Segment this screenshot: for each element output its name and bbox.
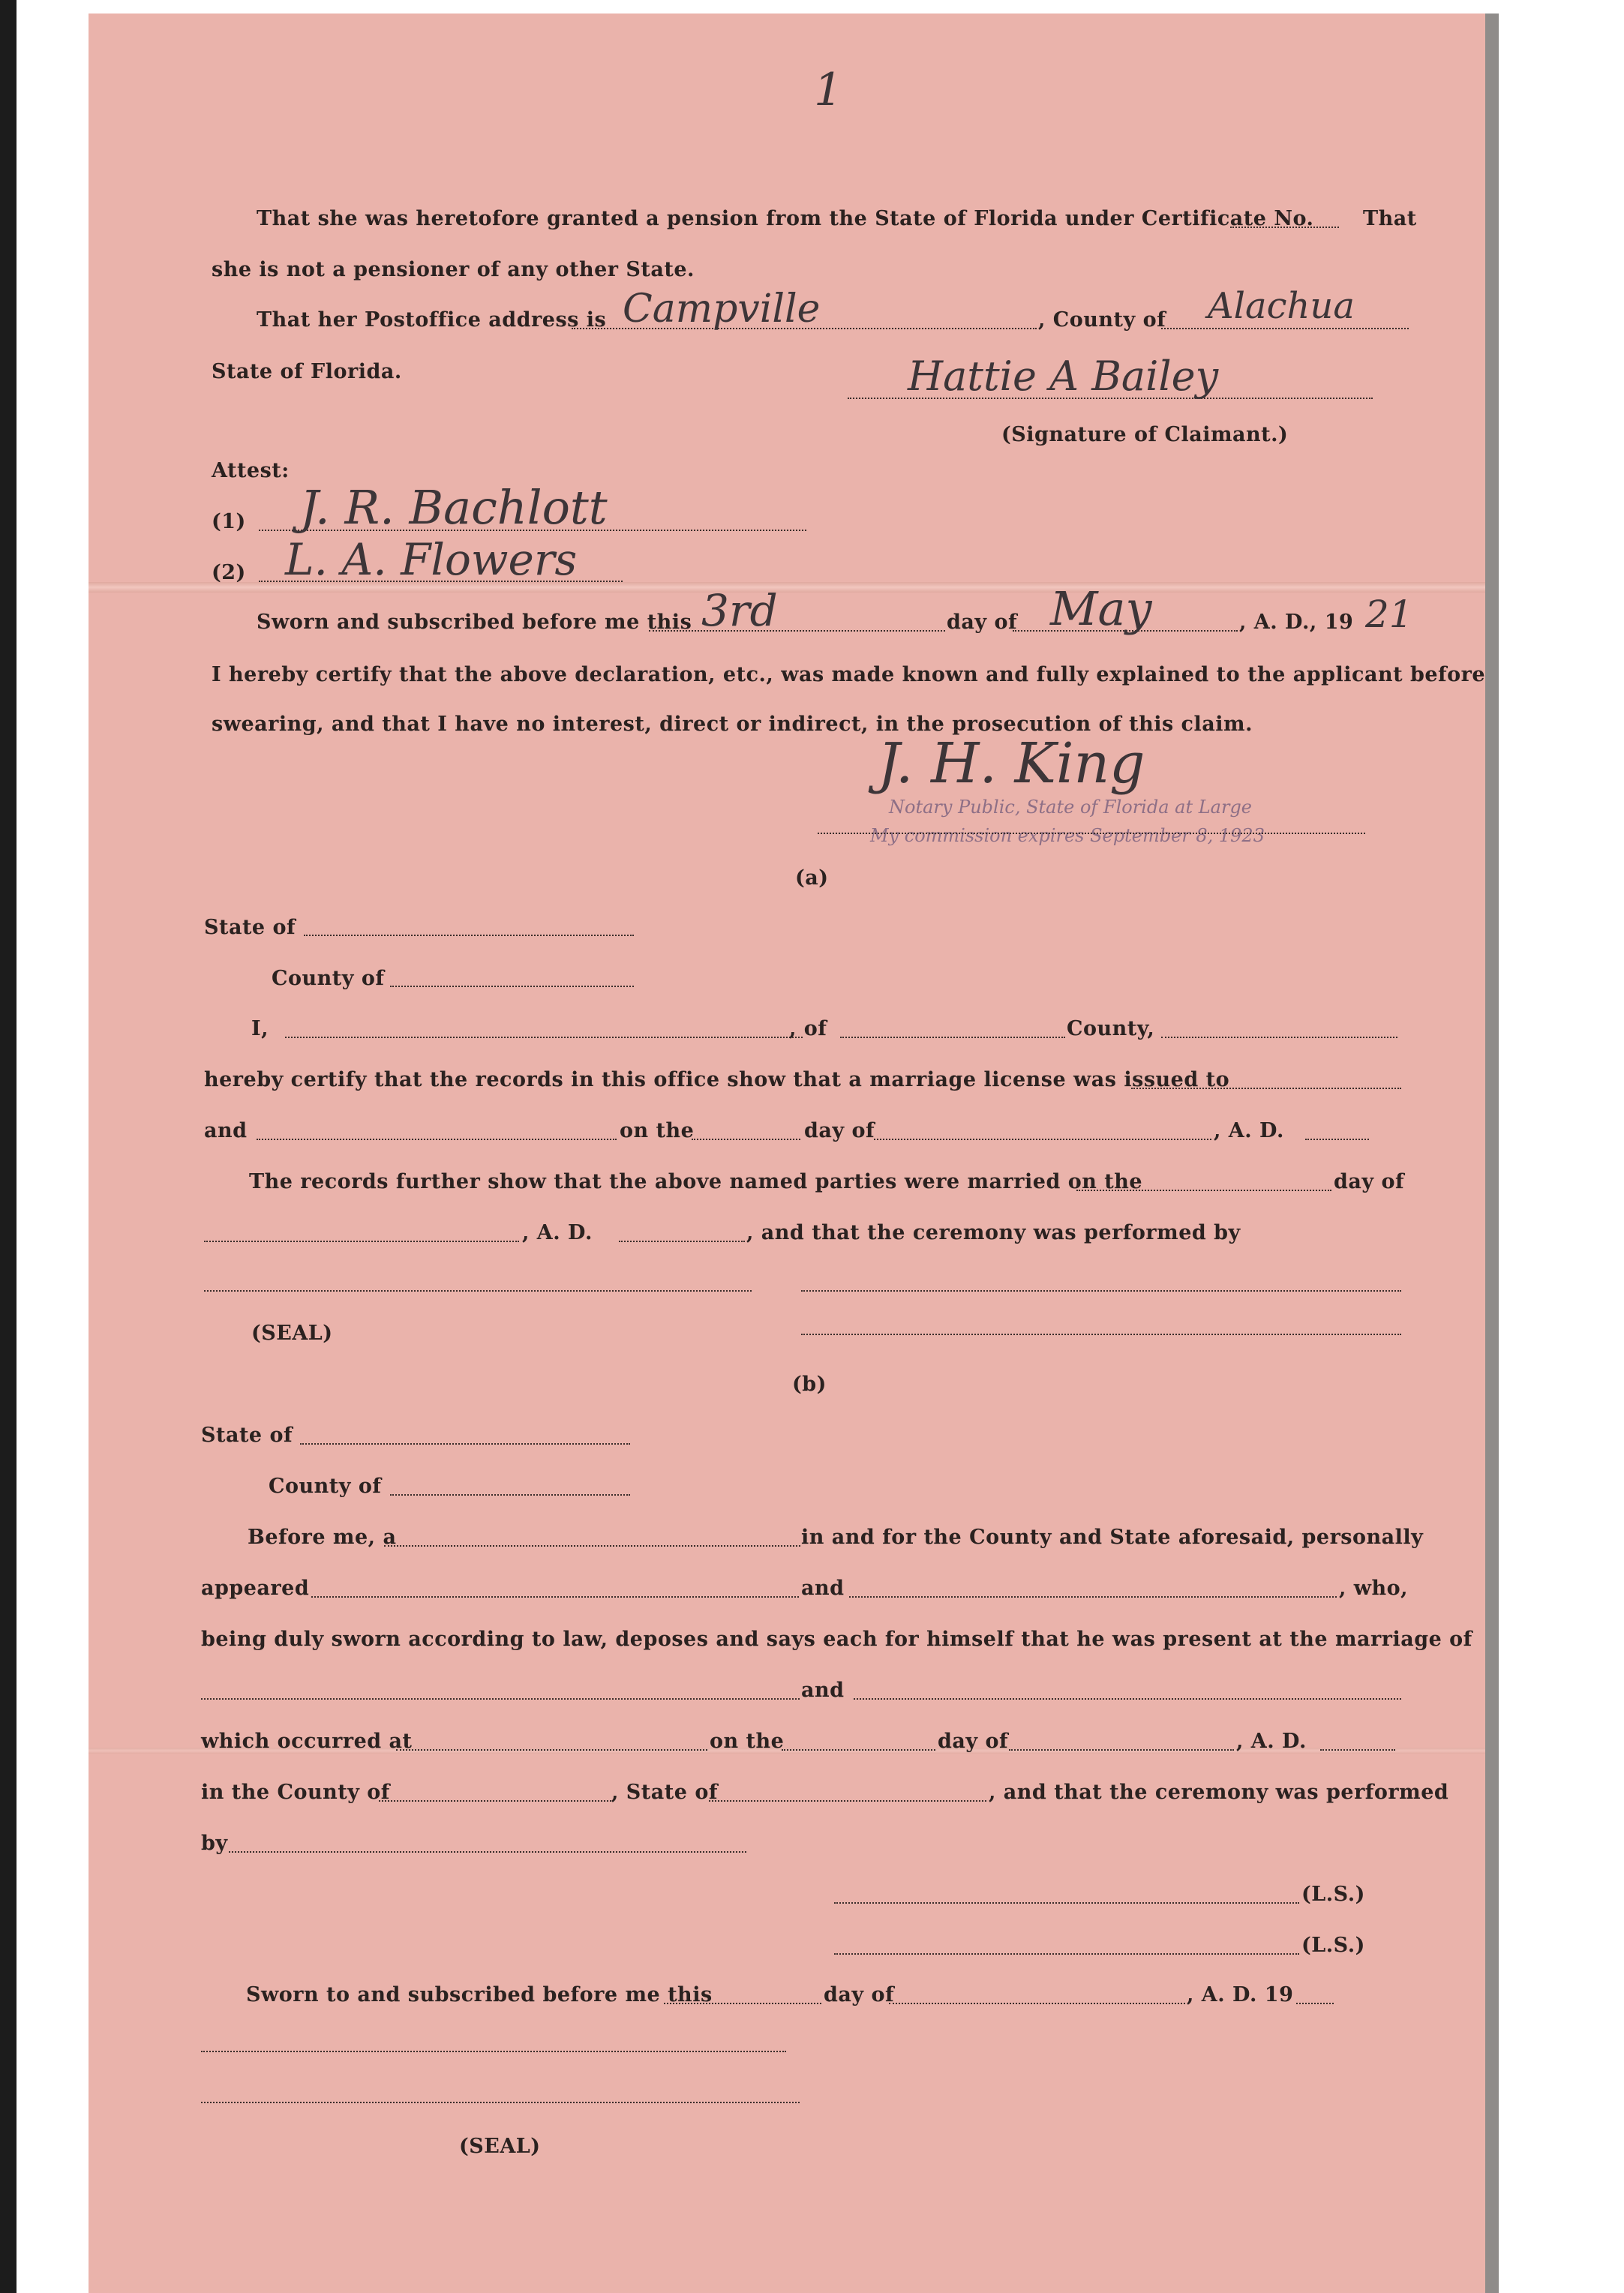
notary-signature: J. H. King <box>878 731 1145 796</box>
a-seal: (SEAL) <box>251 1322 333 1345</box>
county-label: , County of <box>1038 308 1166 332</box>
a-county-end-line <box>1161 1037 1397 1038</box>
a-license-issued-to-line <box>1131 1088 1401 1089</box>
a-day-of: day of <box>804 1119 875 1142</box>
county-handwritten: Alachua <box>1208 285 1355 327</box>
a-on-the: on the <box>620 1119 695 1142</box>
not-pensioner-text: she is not a pensioner of any other State. <box>212 258 695 281</box>
certificate-text: That she was heretofore granted a pension from the State of Florida under Certificate No. <box>257 207 1314 230</box>
sworn-year-handwritten: 21 <box>1365 593 1413 636</box>
a-month-line <box>874 1139 1211 1140</box>
b-state-value-line <box>709 1800 986 1802</box>
b-before-rest: in and for the County and State aforesaid, personally <box>801 1526 1424 1549</box>
b-ad: , A. D. <box>1236 1730 1307 1753</box>
form-paper <box>89 14 1485 2293</box>
a-day-line <box>692 1139 800 1140</box>
sworn-day-of: day of <box>947 611 1018 634</box>
b-county-value-line <box>379 1800 611 1802</box>
a-year-line <box>1305 1139 1369 1140</box>
sworn-day-handwritten: 3rd <box>701 585 778 636</box>
sworn-ad-year: , A. D., 19 <box>1239 611 1354 634</box>
notary-stamp-line-2: My commission expires September 8, 1923 <box>870 825 1265 846</box>
a-of-label: , of <box>789 1017 827 1040</box>
b-year-line <box>1320 1749 1395 1751</box>
a-and-label: and <box>204 1119 248 1142</box>
sworn-month-handwritten: May <box>1050 581 1152 636</box>
b-sworn-month-line <box>889 2003 1185 2004</box>
a-name-line <box>285 1037 803 1038</box>
a-state-of: State of <box>204 916 296 939</box>
b-sworn-day-of: day of <box>824 1983 895 2006</box>
a-ceremony-text: , and that the ceremony was performed by <box>746 1221 1241 1244</box>
section-a-marker: (a) <box>795 866 829 890</box>
certificate-no-line <box>1230 227 1339 228</box>
b-officer-title-line <box>201 2102 800 2103</box>
notary-signature-line <box>818 833 1365 834</box>
b-county-line <box>390 1494 630 1496</box>
b-appeared-line-2 <box>849 1596 1337 1598</box>
a-signature-line <box>801 1334 1401 1335</box>
certificate-text-that: That <box>1363 207 1417 230</box>
b-before-me: Before me, a <box>248 1526 397 1549</box>
b-place-line <box>396 1749 707 1751</box>
paper-edge-shadow <box>1485 14 1499 2293</box>
b-appeared: appeared <box>201 1577 310 1600</box>
b-performed: , and that the ceremony was performed <box>989 1781 1449 1804</box>
address-handwritten: Campville <box>623 287 821 332</box>
a-county-of: County of <box>272 967 385 990</box>
certify-line-2: swearing, and that I have no interest, direct or indirect, in the prosecution of this claim. <box>212 713 1253 736</box>
a-records-day-of: day of <box>1334 1170 1405 1193</box>
witness-2-number: (2) <box>212 561 246 584</box>
a-county-comma: County, <box>1067 1017 1155 1040</box>
b-sworn-day-line <box>664 2003 821 2004</box>
a-certify-line: hereby certify that the records in this office show that a marriage license was issued to <box>204 1068 1230 1091</box>
a-ad2: , A. D. <box>522 1221 593 1244</box>
a-of-line <box>840 1037 1065 1038</box>
sworn-day-line <box>649 630 945 632</box>
a-month2-line <box>204 1241 519 1242</box>
sworn-text: Sworn and subscribed before me this <box>257 611 692 634</box>
notary-stamp-line-1: Notary Public, State of Florida at Large <box>889 797 1253 818</box>
b-day-of: day of <box>938 1730 1009 1753</box>
b-state-of: State of <box>201 1424 293 1447</box>
b-officer-line <box>384 1545 800 1547</box>
b-and-label: and <box>801 1577 845 1600</box>
a-officiant-line-2 <box>801 1290 1401 1292</box>
b-day-line <box>782 1749 935 1751</box>
state-of-florida-text: State of Florida. <box>212 360 402 383</box>
attest-label: Attest: <box>212 459 290 482</box>
a-married-day-line <box>1076 1190 1331 1191</box>
b-by: by <box>201 1832 228 1855</box>
b-duly-sworn: being duly sworn according to law, deposes and says each for himself that he was present at the marriage of <box>201 1628 1472 1651</box>
county-line <box>1161 328 1409 329</box>
b-and2: and <box>801 1679 845 1702</box>
address-label: That her Postoffice address is <box>257 308 607 332</box>
b-state-line <box>300 1443 630 1445</box>
a-state-line <box>304 935 634 936</box>
b-ls-line-1 <box>834 1902 1299 1904</box>
b-county-of: County of <box>269 1475 382 1498</box>
b-sworn-ad: , A. D. 19 <box>1187 1983 1294 2006</box>
b-by-line <box>229 1851 746 1853</box>
b-on-the: on the <box>710 1730 785 1753</box>
certify-line-1: I hereby certify that the above declaration, etc., was made known and fully explained to the applicant before <box>212 663 1486 686</box>
b-occurred-at: which occurred at <box>201 1730 413 1753</box>
a-i-label: I, <box>251 1017 269 1040</box>
b-county-label: in the County of <box>201 1781 390 1804</box>
a-officiant-line-1 <box>204 1290 752 1292</box>
b-seal: (SEAL) <box>459 2135 541 2158</box>
claimant-caption: (Signature of Claimant.) <box>1001 423 1289 446</box>
claimant-signature: Hattie A Bailey <box>908 353 1219 400</box>
b-ls-2: (L.S.) <box>1301 1934 1365 1957</box>
a-year2-line <box>619 1241 745 1242</box>
a-records-further: The records further show that the above named parties were married on the <box>249 1170 1143 1193</box>
scan-left-edge <box>0 0 17 2293</box>
a-county-line <box>390 986 634 987</box>
witness-1-signature: J. R. Bachlott <box>300 480 608 535</box>
b-sworn-year-line <box>1296 2003 1334 2004</box>
b-ls-line-2 <box>834 1953 1299 1955</box>
b-state-label: , State of <box>611 1781 718 1804</box>
witness-1-number: (1) <box>212 510 246 533</box>
a-ad: , A. D. <box>1214 1119 1284 1142</box>
a-and-line <box>257 1139 617 1140</box>
section-b-marker: (b) <box>792 1373 827 1396</box>
b-month-line <box>1009 1749 1234 1751</box>
b-officer-signature-line <box>201 2051 786 2052</box>
b-ls-1: (L.S.) <box>1301 1883 1365 1906</box>
b-sworn-text: Sworn to and subscribed before me this <box>246 1983 713 2006</box>
b-appeared-line-1 <box>311 1596 799 1598</box>
b-party-line-2 <box>854 1698 1401 1700</box>
b-who: , who, <box>1339 1577 1409 1600</box>
b-party-line-1 <box>201 1698 800 1700</box>
witness-2-signature: L. A. Flowers <box>285 534 578 585</box>
page-mark: 1 <box>814 64 843 116</box>
